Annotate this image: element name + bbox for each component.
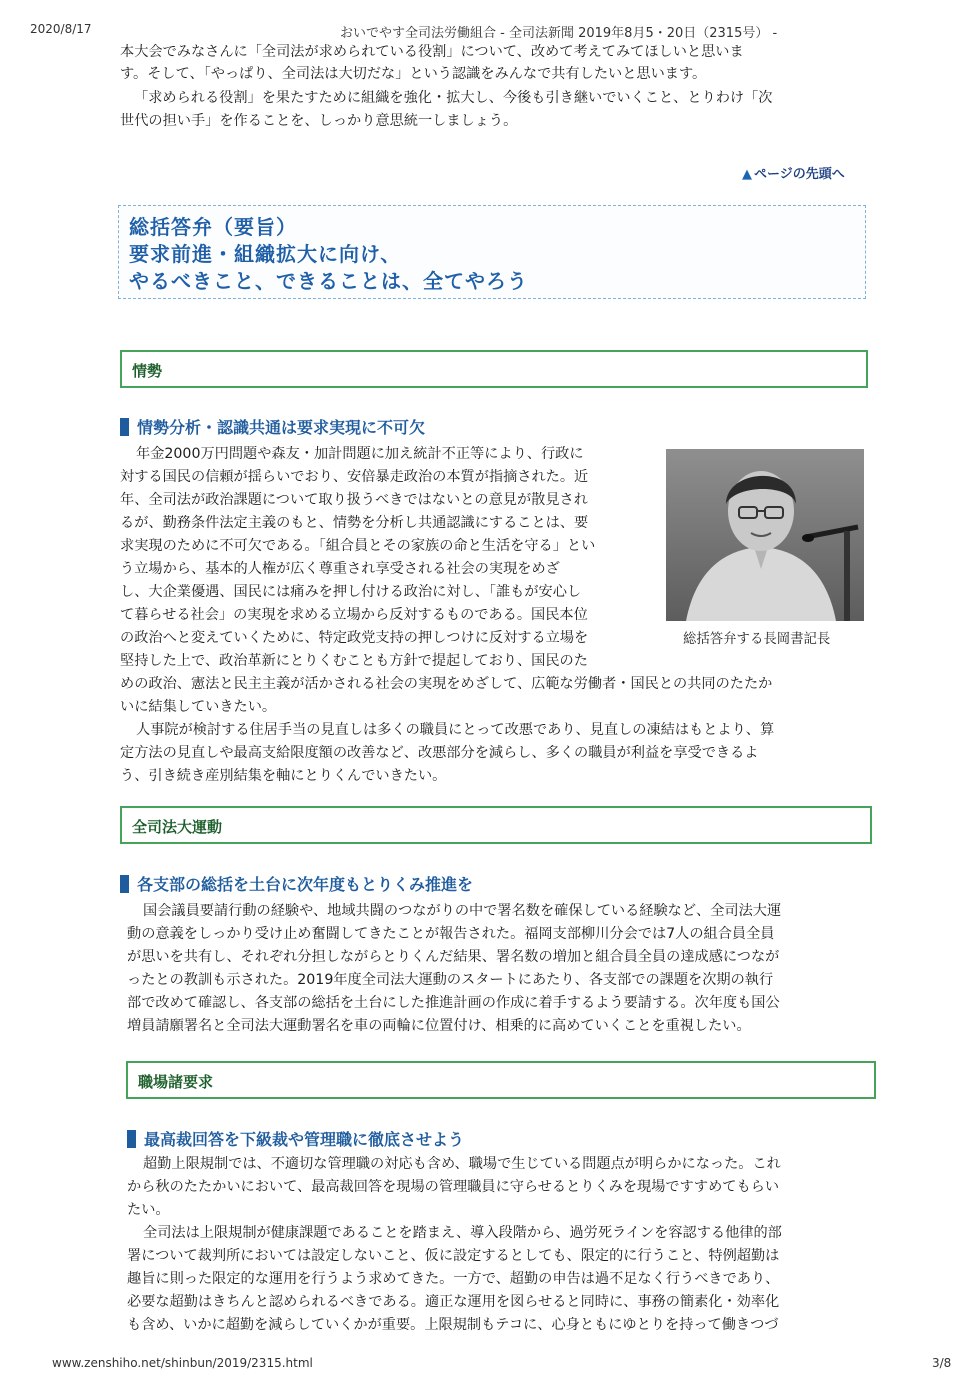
text-line: から秋のたたかいにおいて、最高裁回答を現場の管理職員に守らせるとりくみを現場ですすめてもらい: [127, 1179, 780, 1195]
text-line: いに結集していきたい。: [120, 699, 277, 715]
banner-line: 要求前進・組織拡大に向け、: [129, 242, 402, 266]
speaker-photo: [666, 449, 864, 621]
text-line: 求実現のために不可欠である。「組合員とその家族の命と生活を守る」とい: [120, 538, 596, 554]
heading-bar-icon: [120, 875, 129, 893]
text-line: 堅持した上で、政治革新にとりくむことも方針で提起しており、国民のた: [120, 653, 588, 669]
triangle-up-icon: ▲: [742, 167, 752, 182]
text-line: 「求められる役割」を果たすために組織を強化・拡大し、今後も引き継いでいくこと、とりわけ「次: [134, 90, 773, 106]
text-line: 趣旨に則った限定的な運用を行うよう求めてきた。一方で、超勤の申告は過不足なく行うべきであり、: [127, 1271, 780, 1287]
section-title: 情勢: [132, 362, 163, 380]
text-line: が思いを共有し、それぞれ分担しながらとりくんだ結果、署名数の増加と組合員全員の達成感につなが: [127, 949, 780, 965]
subheading-text: 最高裁回答を下級裁や管理職に徹底させよう: [144, 1130, 465, 1149]
subheading-text: 各支部の総括を土台に次年度もとりくみ推進を: [137, 875, 474, 894]
subheading: [127, 1127, 464, 1150]
text-line: 必要な超勤はきちんと認められるべきである。適正な運用を図らせると同時に、事務の簡素化・効率化: [127, 1294, 780, 1310]
text-line: も含め、いかに超勤を減らしていくかが重要。上限規制もテコに、心身ともにゆとりを持って働きつづ: [127, 1317, 779, 1333]
text-line: し、大企業優遇、国民には痛みを押し付ける政治に対し、「誰もが安心し: [120, 584, 582, 600]
text-line: 部で改めて確認し、各支部の総括を土台にした推進計画の作成に着手するよう要請する。次年度も国公: [127, 995, 780, 1011]
section-title: 職場諸要求: [138, 1073, 214, 1091]
text-line: 超勤上限規制では、不適切な管理職の対応も含め、職場で生じている問題点が明らかになった。これ: [143, 1156, 781, 1172]
text-line: 人事院が検討する住居手当の見直しは多くの職員にとって改悪であり、見直しの凍結はもとより、算: [136, 722, 775, 738]
banner-line: やるべきこと、できることは、全てやろう: [129, 269, 528, 293]
text-line: 対する国民の信頼が揺らいでおり、安倍暴走政治の本質が指摘された。近: [120, 469, 589, 485]
text-line: 定方法の見直しや最高支給限度額の改善など、改悪部分を減らし、多くの職員が利益を享受できるよ: [120, 745, 759, 761]
text-line: す。そして、「やっぱり、全司法は大切だな」という認識をみんなで共有したいと思います。: [120, 66, 707, 82]
text-line: たい。: [127, 1202, 170, 1218]
text-line: 世代の担い手」を作ることを、しっかり意思統一しましょう。: [120, 113, 518, 129]
text-line: ったとの教訓も示された。2019年度全司法大運動のスタートにあたり、各支部での課題を次期の執行: [127, 972, 774, 988]
text-line: めの政治、憲法と民主主義が活かされる社会の実現をめざして、広範な労働者・国民との共同のたたか: [120, 676, 773, 692]
subheading: [120, 872, 473, 895]
section-header-shokuba: [126, 1061, 876, 1099]
text-line: 年金2000万円問題や森友・加計問題に加え統計不正等により、行政に: [136, 446, 584, 462]
text-line: 署について裁判所においては設定しないこと、仮に設定するとしても、限定的に行うこと、特例超勤は: [127, 1248, 780, 1264]
photo-caption: 総括答弁する長岡書記長: [683, 632, 831, 647]
page-url: www.zenshiho.net/shinbun/2019/2315.html: [52, 1356, 313, 1370]
heading-bar-icon: [120, 418, 129, 436]
text-line: て暮らせる社会」の実現を求める立場から反対するものである。国民本位: [120, 607, 588, 623]
section-header-undo: [120, 806, 872, 844]
summary-banner: [118, 205, 866, 299]
banner-line: 総括答弁（要旨）: [129, 215, 297, 239]
subheading: [120, 415, 425, 438]
heading-bar-icon: [127, 1130, 136, 1148]
text-line: の政治へと変えていくために、特定政党支持の押しつけに反対する立場を: [120, 630, 589, 646]
back-to-top-label: ページの先頭へ: [754, 167, 845, 182]
text-line: 増員請願署名と全司法大運動署名を車の両輪に位置付け、相乗的に高めていくことを重視したい。: [127, 1018, 751, 1034]
subheading-text: 情勢分析・認識共通は要求実現に不可欠: [137, 418, 426, 437]
page-number: 3/8: [932, 1356, 952, 1370]
print-page-title: おいでやす全司法労働組合 - 全司法新聞 2019年8月5・20日（2315号） -: [340, 26, 778, 41]
text-line: 全司法は上限規制が健康課題であることを踏まえ、導入段階から、過労死ラインを容認する他律的部: [143, 1225, 782, 1241]
section-title: 全司法大運動: [132, 818, 223, 836]
text-line: 動の意義をしっかり受け止め奮闘してきたことが報告された。福岡支部柳川分会では7人の組合員全員: [127, 926, 775, 942]
text-line: う、引き続き産別結集を軸にとりくんでいきたい。: [120, 768, 447, 784]
text-line: う立場から、基本的人権が広く尊重され享受される社会の実現をめざ: [120, 561, 560, 577]
text-line: 年、全司法が政治課題について取り扱うべきではないとの意見が散見され: [120, 492, 588, 508]
print-date: 2020/8/17: [30, 22, 92, 36]
section-header-josei: [120, 350, 868, 388]
text-line: 国会議員要請行動の経験や、地域共闘のつながりの中で署名数を確保している経験など、全司法大運: [143, 903, 782, 919]
text-line: るが、勤務条件法定主義のもと、情勢を分析し共通認識にすることは、要: [120, 515, 589, 531]
text-line: 本大会でみなさんに「全司法が求められている役割」について、改めて考えてみてほしいと思いま: [120, 44, 744, 60]
speaker-photo-image: [666, 449, 864, 621]
back-to-top-link[interactable]: [742, 163, 845, 182]
